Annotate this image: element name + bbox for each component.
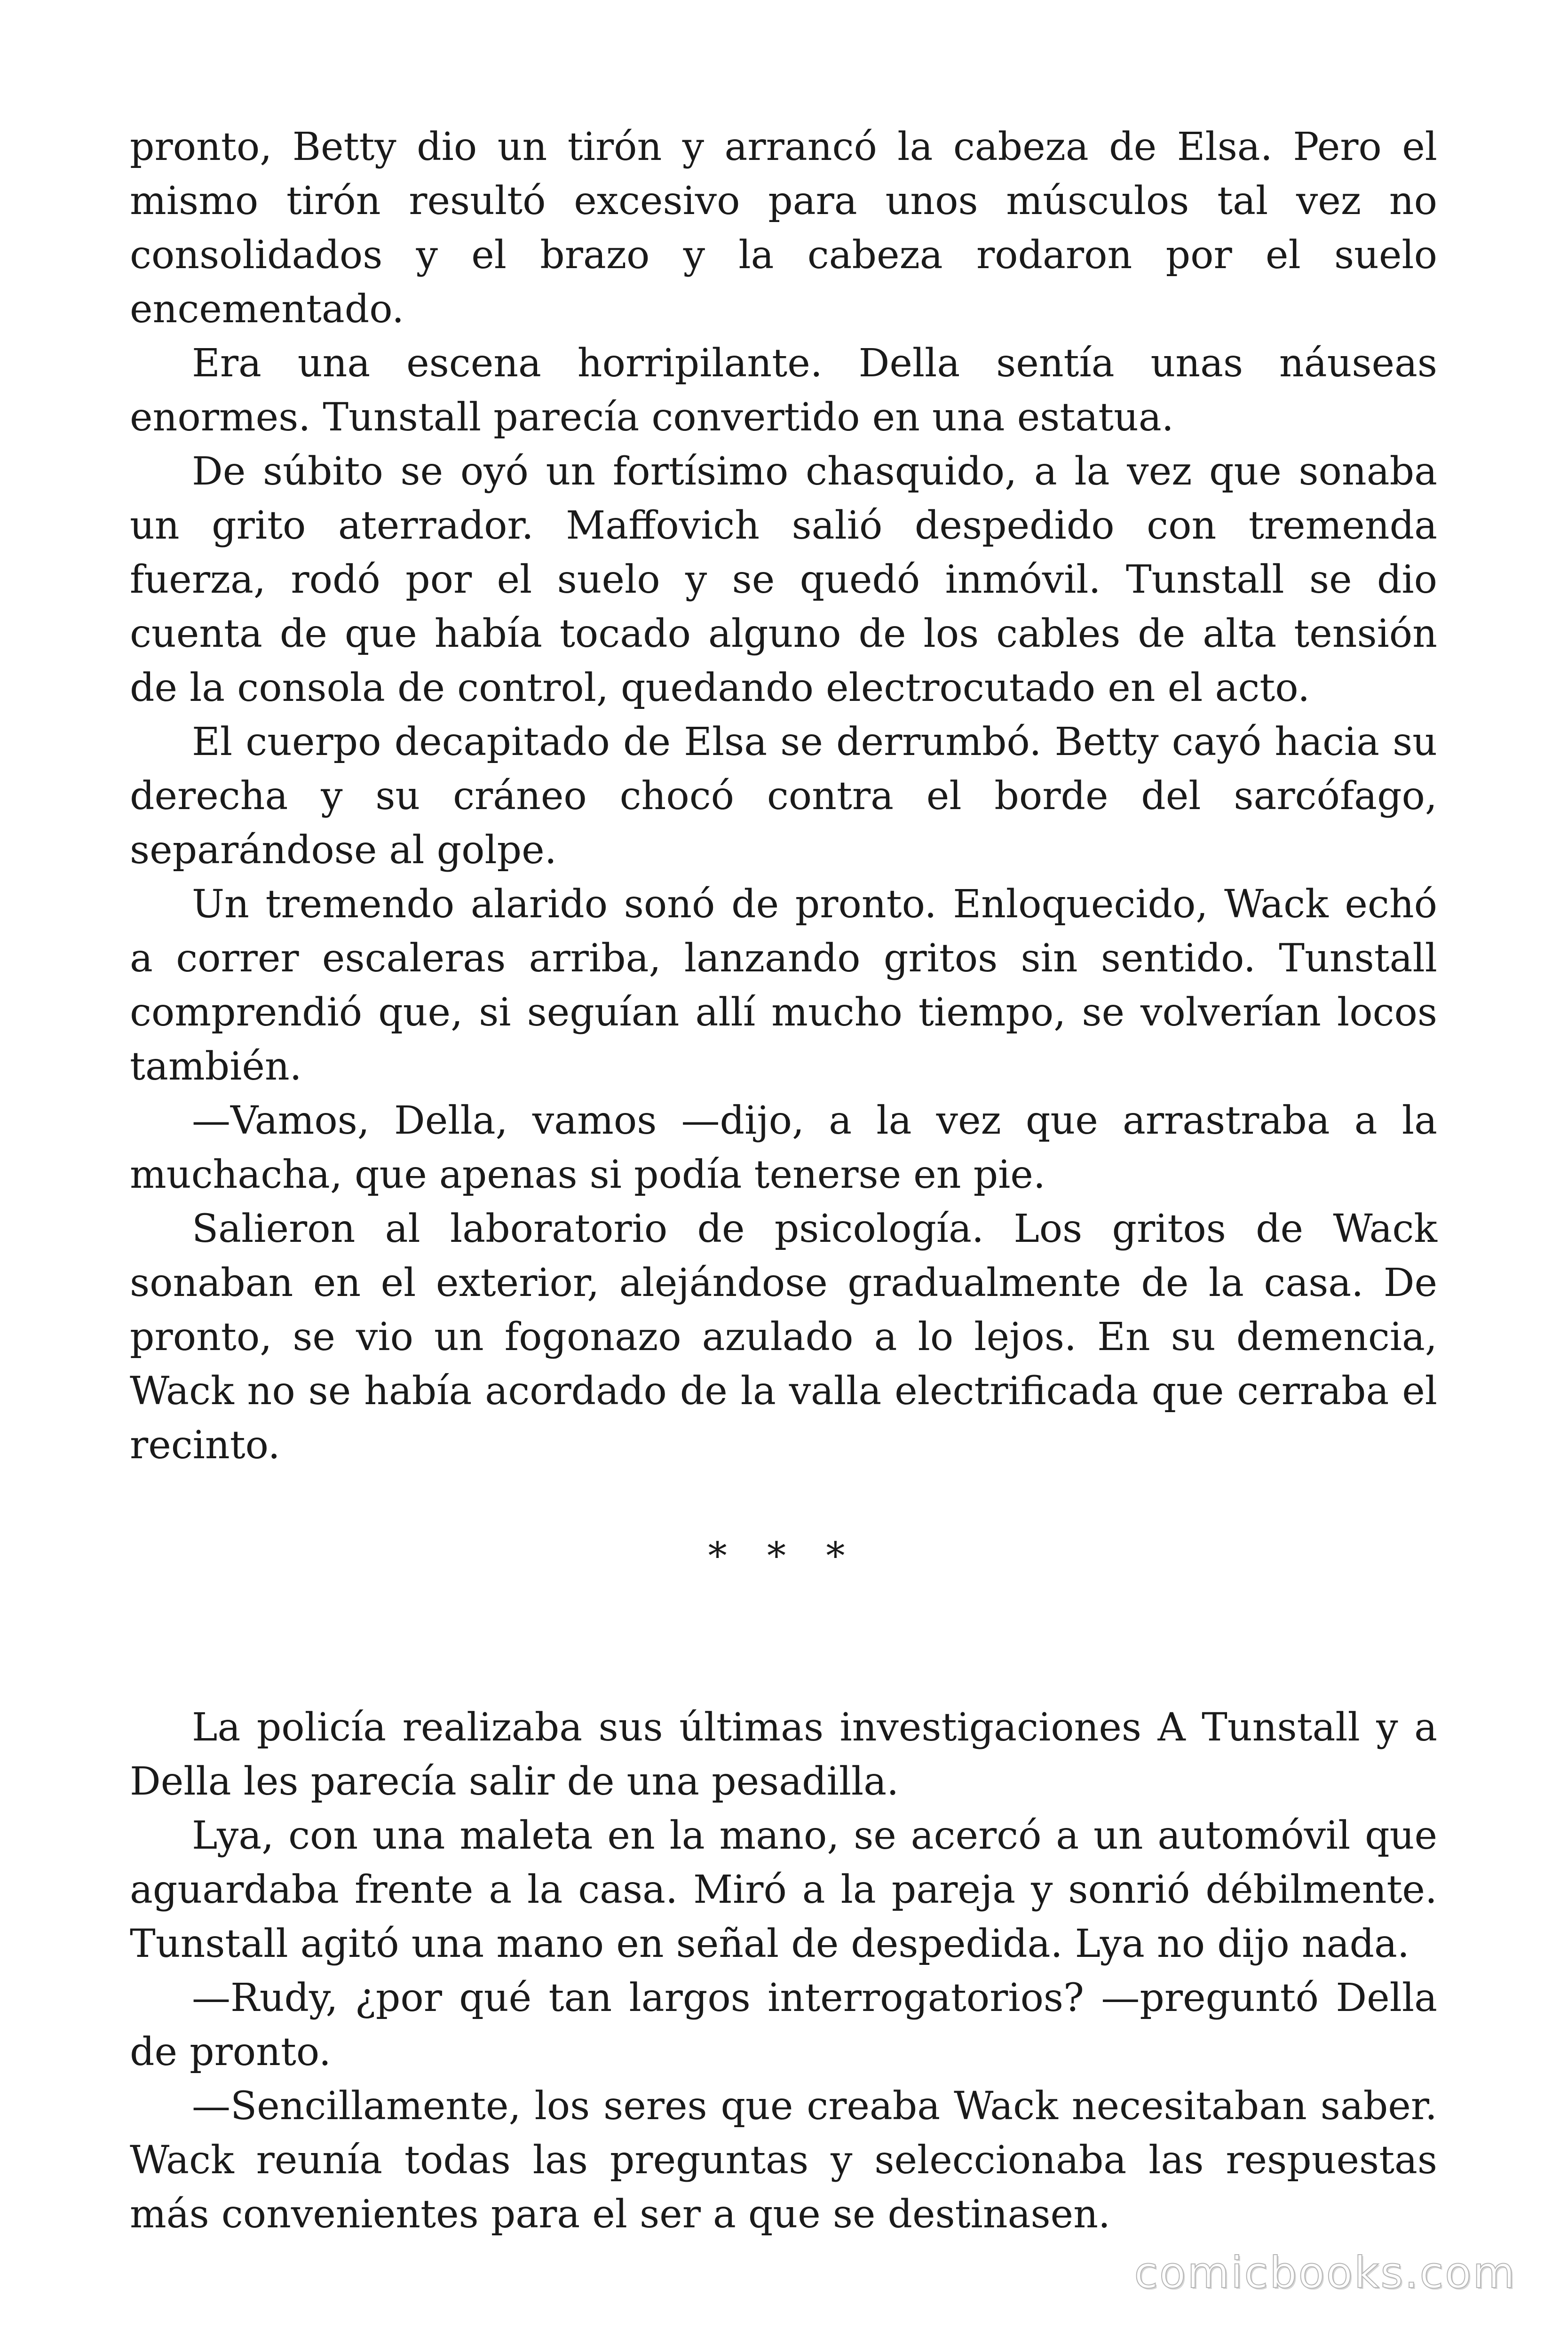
paragraph: La policía realizaba sus últimas investigaciones A Tunstall y a Della les parecía salir de una pesadilla. (130, 1705, 1437, 1804)
paragraph: Un tremendo alarido sonó de pronto. Enloquecido, Wack echó a correr escaleras arriba, lanzando gritos sin sentido. Tunstall comprendió que, si seguían allí mucho tiempo, se volverían locos también. (130, 882, 1437, 1089)
paragraph: El cuerpo decapitado de Elsa se derrumbó. Betty cayó hacia su derecha y su cráneo chocó contra el borde del sarcófago, separándose al golpe. (130, 720, 1437, 873)
page-text (130, 120, 1437, 2241)
paragraph: —Rudy, ¿por qué tan largos interrogatorios? —preguntó Della de pronto. (130, 1976, 1437, 2074)
paragraph: —Sencillamente, los seres que creaba Wack necesitaban saber. Wack reunía todas las preguntas y seleccionaba las respuestas más convenientes para el ser a que se destinasen. (130, 2084, 1437, 2237)
paragraph: Era una escena horripilante. Della sentía unas náuseas enormes. Tunstall parecía convertido en una estatua. (130, 341, 1437, 440)
section-separator: * * * (708, 1534, 859, 1578)
paragraph: Salieron al laboratorio de psicología. Los gritos de Wack sonaban en el exterior, alejándose gradualmente de la casa. De pronto, se vio un fogonazo azulado a lo lejos. En su demencia, Wack no se había acordado de la valla electrificada que cerraba el recinto. (130, 1207, 1437, 1468)
paragraph: pronto, Betty dio un tirón y arrancó la cabeza de Elsa. Pero el mismo tirón resultó excesivo para unos músculos tal vez no consolidados y el brazo y la cabeza rodaron por el suelo encementado. (130, 125, 1437, 332)
paragraph: De súbito se oyó un fortísimo chasquido, a la vez que sonaba un grito aterrador. Maffovich salió despedido con tremenda fuerza, rodó por el suelo y se quedó inmóvil. Tunstall se dio cuenta de que había tocado alguno de los cables de alta tensión de la consola de control, quedando electrocutado en el acto. (130, 449, 1437, 710)
paragraph: —Vamos, Della, vamos —dijo, a la vez que arrastraba a la muchacha, que apenas si podía tenerse en pie. (130, 1098, 1437, 1197)
watermark: comicbooks.com (1134, 2248, 1516, 2298)
paragraph: Lya, con una maleta en la mano, se acercó a un automóvil que aguardaba frente a la casa. Miró a la pareja y sonrió débilmente. Tunstall agitó una mano en señal de despedida. Lya no dijo nada. (130, 1813, 1437, 1966)
